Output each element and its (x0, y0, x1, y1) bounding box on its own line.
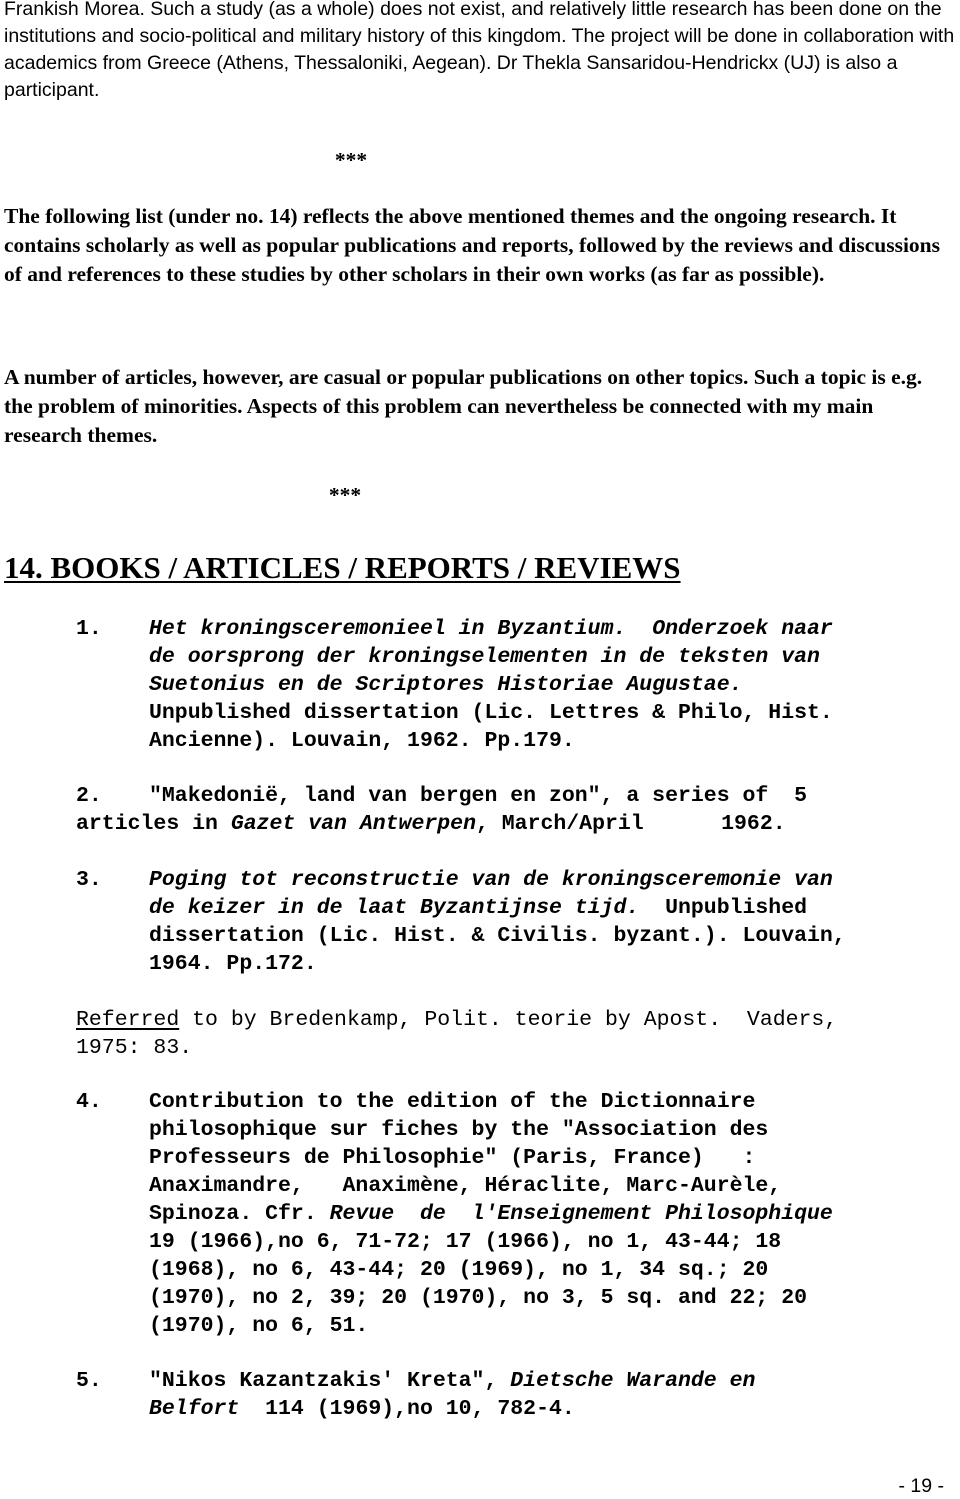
entry-line: Contribution to the edition of the Dictionnaire (149, 1090, 756, 1114)
entry-line (76, 810, 786, 838)
entry-title: Belfort (149, 1397, 240, 1421)
entry-title: Revue de l'Enseignement Philosophique (329, 1202, 833, 1226)
entry-number: 2. (76, 784, 102, 808)
entry-title: de oorsprong der kroningselementen in de teksten van (149, 645, 820, 669)
entry-number: 3. (76, 868, 102, 892)
entry-line: Ancienne). Louvain, 1962. Pp.179. (149, 729, 575, 753)
entry-number: 5. (76, 1369, 102, 1393)
list-description-paragraph: The following list (under no. 14) reflects the above mentioned themes and the ongoing research. It contains scholarly as well as popular publications and reports, followed by the reviews and discussions of and references to these studies by other scholars in their own works (as far as possible). (4, 204, 940, 286)
entry-text: 114 (1969),no 10, 782-4. (239, 1397, 575, 1421)
entry-text: , March/April 1962. (475, 812, 786, 836)
entry-line (149, 1367, 755, 1395)
entry-line: 1964. Pp.172. (149, 952, 317, 976)
minorities-paragraph: A number of articles, however, are casual or popular publications on other topics. Such a topic is e.g. the problem of minorities. Aspects of this problem can nevertheless be connected with my main research themes. (4, 365, 923, 447)
entry-line: Professeurs de Philosophie" (Paris, France) : (149, 1146, 756, 1170)
entry-line (149, 894, 807, 922)
entry-line (149, 643, 820, 671)
entry-number: 1. (76, 617, 102, 641)
separator-stars: *** (328, 483, 362, 507)
entry-line: dissertation (Lic. Hist. & Civilis. byzant.). Louvain, (149, 924, 846, 948)
entry-title: Poging tot reconstructie van de kroningsceremonie van (149, 868, 833, 892)
entry-text: "Nikos Kazantzakis' Kreta", (149, 1369, 511, 1393)
entry-text: to by Bredenkamp, Polit. teorie by Apost. Vaders, (179, 1008, 838, 1032)
entry-line: 1975: 83. (76, 1036, 193, 1060)
entry-text: articles in (76, 812, 231, 836)
intro-paragraph: Frankish Morea. Such a study (as a whole) does not exist, and relatively little research has been done on the institutions and socio-political and military history of this kingdom. The project will be done in collaboration with academics from Greece (Athens, Thessaloniki, Aegean). Dr Thekla Sansaridou-Hendrickx (UJ) is also a participant. (4, 0, 955, 101)
entry-title: Dietsche Warande en (510, 1369, 756, 1393)
entry-line: Anaximandre, Anaximène, Héraclite, Marc-Aurèle, (149, 1174, 782, 1198)
entry-line: "Makedonië, land van bergen en zon", a series of 5 (149, 784, 808, 808)
entry-line (76, 1006, 837, 1034)
entry-line (149, 671, 743, 699)
entry-text: Unpublished (639, 896, 808, 920)
referred-label: Referred (76, 1008, 180, 1032)
entry-line: 19 (1966),no 6, 71-72; 17 (1966), no 1, 43-44; 18 (149, 1230, 782, 1254)
entry-line (149, 1395, 575, 1423)
entry-text: Spinoza. Cfr. (149, 1202, 330, 1226)
entry-title: Het kroningsceremonieel in Byzantium. (149, 617, 627, 641)
entry-number: 4. (76, 1090, 102, 1114)
entry-line: (1968), no 6, 43-44; 20 (1969), no 1, 34 sq.; 20 (149, 1258, 769, 1282)
section-heading: 14. BOOKS / ARTICLES / REPORTS / REVIEWS (4, 550, 681, 585)
entry-line: Unpublished dissertation (Lic. Lettres & Philo, Hist. (149, 701, 833, 725)
entry-title: Onderzoek naar (652, 617, 833, 641)
entry-line: philosophique sur fiches by the "Association des (149, 1118, 769, 1142)
entry-title: Suetonius en de Scriptores Historiae Augustae. (149, 673, 743, 697)
page-number: - 19 - (898, 1475, 944, 1497)
entry-line: (1970), no 6, 51. (149, 1314, 369, 1338)
entry-title: Gazet van Antwerpen (230, 812, 476, 836)
entry-line (149, 866, 833, 894)
entry-line (149, 615, 833, 643)
entry-line (149, 1200, 833, 1228)
entry-line: (1970), no 2, 39; 20 (1970), no 3, 5 sq. and 22; 20 (149, 1286, 808, 1310)
entry-title: de keizer in de laat Byzantijnse tijd. (149, 896, 640, 920)
separator-stars: *** (334, 148, 368, 172)
